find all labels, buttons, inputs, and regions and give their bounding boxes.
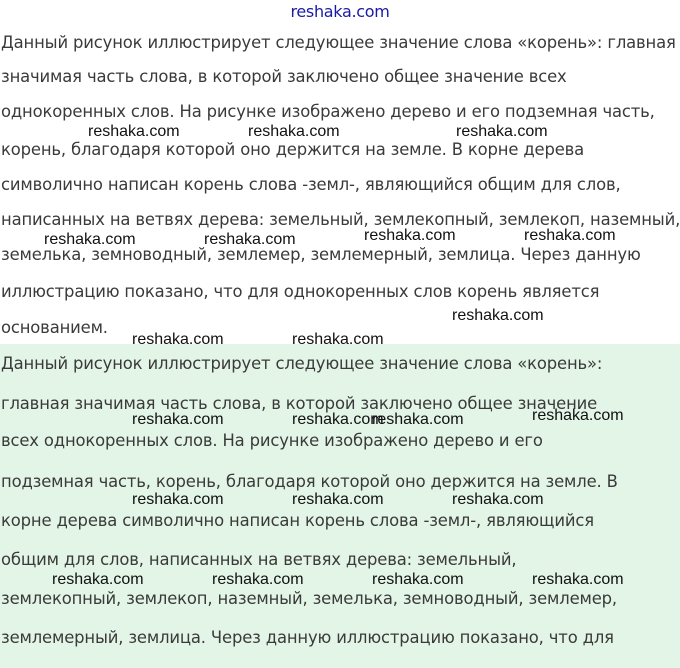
site-header-link[interactable]: reshaka.com: [290, 2, 390, 21]
watermark-text: reshaka.com: [204, 231, 296, 248]
watermark-text: reshaka.com: [248, 123, 340, 140]
text-line: основанием.: [1, 318, 108, 337]
text-line: главная значимая часть слова, в которой заключено общее значение: [1, 394, 598, 413]
text-line: общим для слов, написанных на ветвях дерева: земельный,: [1, 550, 517, 569]
watermark-text: reshaka.com: [132, 411, 224, 428]
text-line: Данный рисунок иллюстрирует следующее значение слова «корень»: главная: [1, 33, 676, 52]
watermark-text: reshaka.com: [44, 231, 136, 248]
watermark-text: reshaka.com: [88, 123, 180, 140]
text-line: всех однокоренных слов. На рисунке изображено дерево и его: [1, 431, 543, 450]
text-line: символично написан корень слова -земл-, являющийся общим для слов,: [1, 175, 621, 194]
text-line: иллюстрацию показано, что для однокоренных слов корень является: [1, 282, 600, 301]
watermark-text: reshaka.com: [452, 307, 544, 324]
watermark-text: reshaka.com: [292, 411, 384, 428]
watermark-text: reshaka.com: [372, 411, 464, 428]
watermark-text: reshaka.com: [532, 571, 624, 588]
watermark-text: reshaka.com: [52, 571, 144, 588]
text-line: корень, благодаря которой оно держится на земле. В корне дерева: [1, 140, 585, 159]
text-line: корне дерева символично написан корень слова -земл-, являющийся: [1, 511, 594, 530]
watermark-text: reshaka.com: [372, 571, 464, 588]
watermark-text: reshaka.com: [292, 491, 384, 508]
text-line: однокоренных слов. На рисунке изображено дерево и его подземная часть,: [1, 102, 655, 121]
answer-block-1: [0, 22, 680, 344]
text-line: подземная часть, корень, благодаря которой оно держится на земле. В: [1, 472, 618, 491]
text-line: значимая часть слова, в которой заключено общее значение всех: [1, 67, 567, 86]
watermark-text: reshaka.com: [132, 331, 224, 348]
watermark-text: reshaka.com: [212, 571, 304, 588]
watermark-text: reshaka.com: [364, 227, 456, 244]
text-line: Данный рисунок иллюстрирует следующее значение слова «корень»:: [1, 354, 603, 373]
text-line: землемерный, землица. Через данную иллюстрацию показано, что для: [1, 628, 614, 647]
text-line: землекопный, землекоп, наземный, земелька, земноводный, землемер,: [1, 589, 617, 608]
watermark-text: reshaka.com: [456, 123, 548, 140]
watermark-text: reshaka.com: [132, 491, 224, 508]
watermark-text: reshaka.com: [532, 407, 624, 424]
text-line: земелька, земноводный, землемер, землемерный, землица. Через данную: [1, 245, 641, 264]
text-line: написанных на ветвях дерева: земельный, землекопный, землекоп, наземный,: [1, 210, 680, 229]
watermark-text: reshaka.com: [524, 227, 616, 244]
watermark-text: reshaka.com: [452, 491, 544, 508]
watermark-text: reshaka.com: [292, 331, 384, 348]
